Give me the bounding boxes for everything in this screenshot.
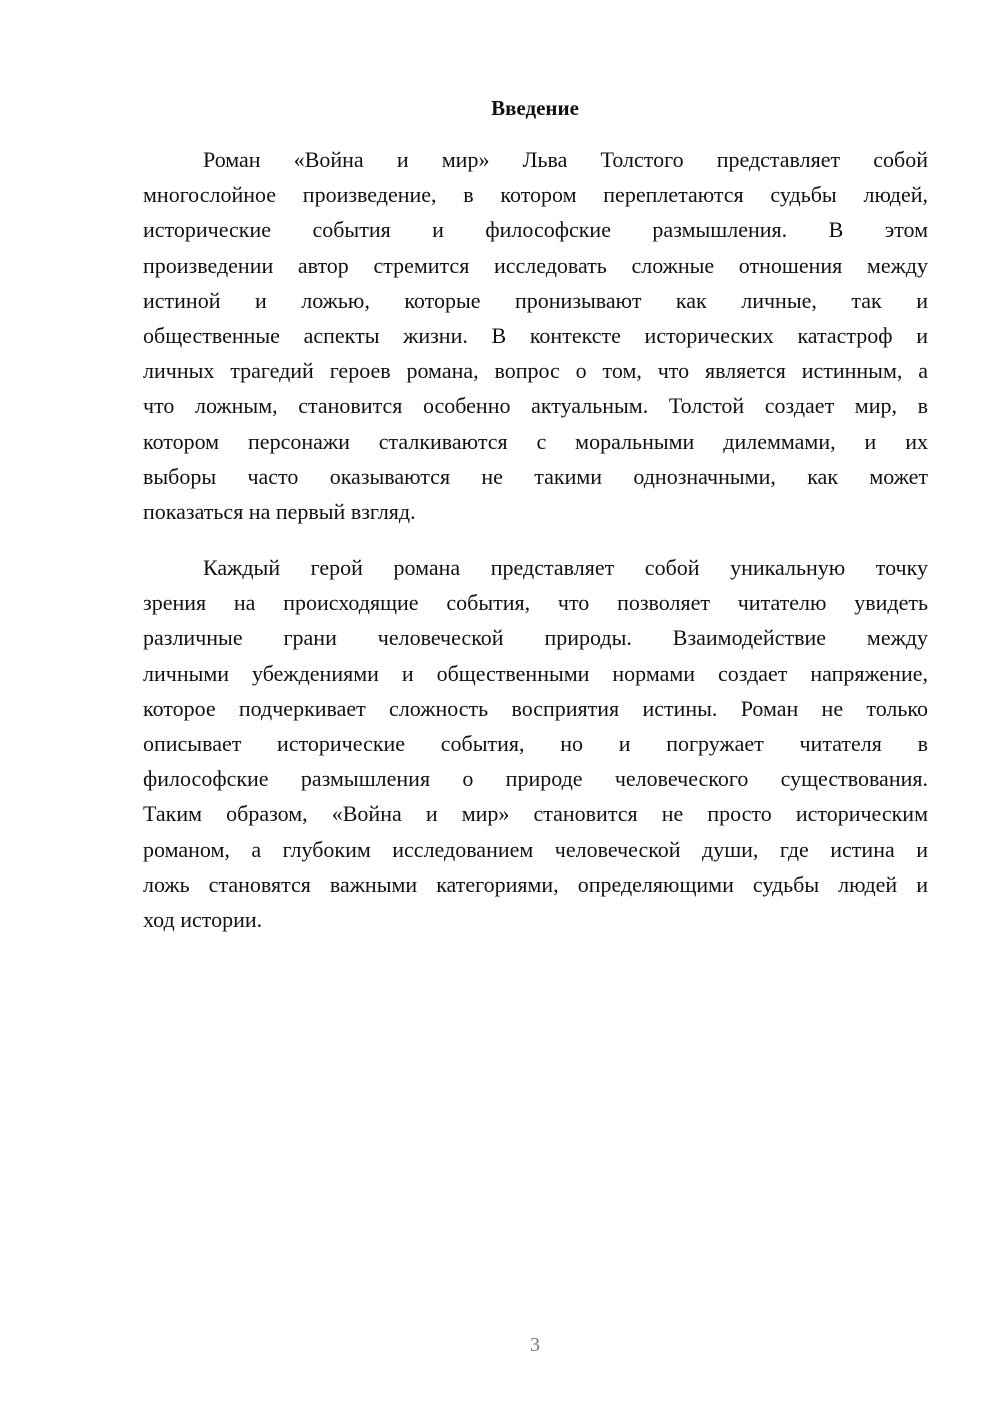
text-line: личных трагедий героев романа, вопрос о том, что является истинным, а <box>143 358 928 384</box>
section-title: Введение <box>491 96 579 120</box>
paragraph <box>143 550 928 937</box>
text-line: что ложным, становится особенно актуальным. Толстой создает мир, в <box>143 393 928 419</box>
text-line: исторические события и философские размышления. В этом <box>143 217 928 243</box>
text-line: Роман «Война и мир» Льва Толстого представляет собой <box>203 147 928 172</box>
text-line: выборы часто оказываются не такими однозначными, как может <box>143 463 928 489</box>
text-line: различные грани человеческой природы. Взаимодействие между <box>143 625 928 651</box>
text-line: ложь становятся важными категориями, определяющими судьбы людей и <box>143 871 928 897</box>
text-line: которое подчеркивает сложность восприятия истины. Роман не только <box>143 695 928 721</box>
text-line: Таким образом, «Война и мир» становится не просто историческим <box>143 801 928 827</box>
paragraph <box>143 142 928 529</box>
text-line: истиной и ложью, которые пронизывают как личные, так и <box>143 287 928 313</box>
text-line: ход истории. <box>143 906 263 932</box>
text-line: романом, а глубоким исследованием человеческой души, где истина и <box>143 836 928 862</box>
text-line: философские размышления о природе человеческого существования. <box>143 766 928 792</box>
text-line: описывает исторические события, но и погружает читателя в <box>143 730 928 756</box>
text-line: котором персонажи сталкиваются с моральными дилеммами, и их <box>143 428 928 454</box>
text-line: показаться на первый взгляд. <box>143 498 416 524</box>
page-number: 3 <box>530 1334 540 1356</box>
text-line: общественные аспекты жизни. В контексте исторических катастроф и <box>143 322 928 348</box>
text-line: произведении автор стремится исследовать сложные отношения между <box>143 252 928 278</box>
text-line: многослойное произведение, в котором переплетаются судьбы людей, <box>143 182 928 208</box>
text-line: Каждый герой романа представляет собой уникальную точку <box>203 555 928 580</box>
text-line: зрения на происходящие события, что позволяет читателю увидеть <box>143 590 928 616</box>
text-line: личными убеждениями и общественными нормами создает напряжение, <box>143 660 928 686</box>
